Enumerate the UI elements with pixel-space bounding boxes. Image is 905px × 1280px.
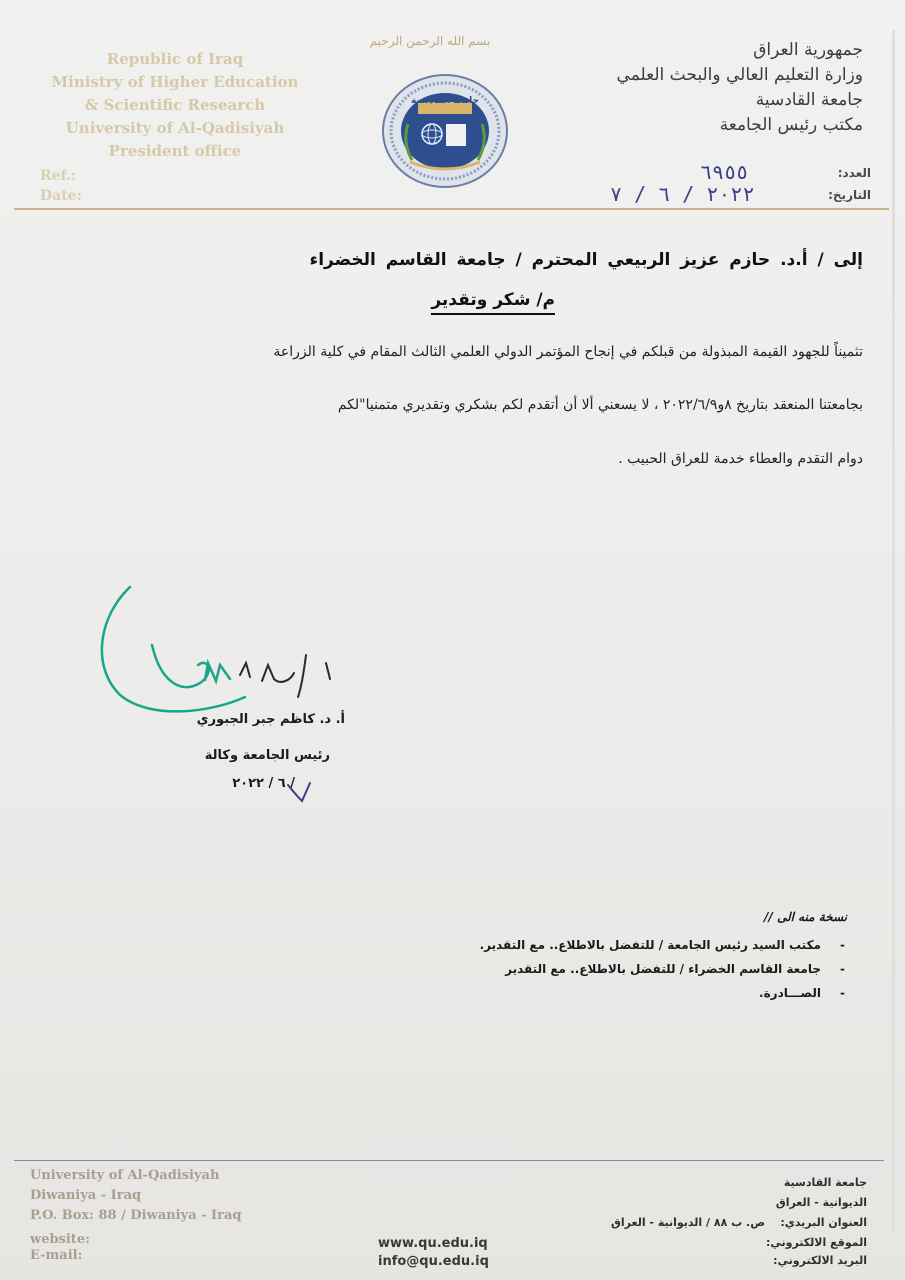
handwritten-seven-mark <box>286 781 312 803</box>
subject-line <box>431 290 555 310</box>
letter-date: ٢٠٢٢ / ٦ / ٧ <box>610 182 755 206</box>
copy-bullet: - <box>840 962 845 976</box>
ref-label: Ref.: <box>40 168 77 184</box>
footer-ar-address: ص. ب ٨٨ / الديوانية - العراق <box>611 1216 765 1229</box>
header-divider <box>14 208 889 210</box>
copy-item: الصـــادرة. <box>759 986 821 1000</box>
footer-city: Diwaniya - Iraq <box>30 1188 142 1203</box>
seal-text: جامعة القادسية <box>410 96 480 106</box>
website-link[interactable]: www.qu.edu.iq <box>378 1236 488 1251</box>
letterhead-line: University of Al-Qadisiyah <box>65 119 285 137</box>
reference-number: ٦٩٥٥ <box>700 160 749 184</box>
copy-item: مكتب السيد رئيس الجامعة / للتفضل بالاطلاع.. مع التقدير. <box>479 938 821 952</box>
date-label: Date: <box>40 188 82 204</box>
footer-ar-name: جامعة القادسية <box>783 1176 867 1189</box>
footer-university-name: University of Al-Qadisiyah <box>30 1168 220 1183</box>
footer-ar-website-label: الموقع الالكتروني: <box>765 1236 867 1249</box>
letterhead-line: مكتب رئيس الجامعة <box>719 115 863 135</box>
signatory-name: أ. د. كاظم جبر الجبوري <box>196 712 345 727</box>
letterhead-line: & Scientific Research <box>84 96 266 114</box>
arabic-letterhead <box>618 38 863 138</box>
recipient-line: إلى / أ.د. حازم عزيز الربيعي المحترم / جامعة القاسم الخضراء <box>309 250 863 270</box>
copy-bullet: - <box>840 938 845 952</box>
letterhead-line: جمهورية العراق <box>753 40 863 60</box>
basmala: بسم الله الرحمن الرحيم <box>369 34 491 48</box>
footer-website-label: website: <box>30 1232 90 1247</box>
signatory-title: رئيس الجامعة وكالة <box>204 748 330 763</box>
letterhead-line: وزارة التعليم العالي والبحث العلمي <box>616 65 863 85</box>
footer-ar-email-label: البريد الالكتروني: <box>773 1254 867 1267</box>
letterhead-line: Ministry of Higher Education <box>51 73 299 91</box>
paragraph-line: بجامعتنا المنعقد بتاريخ ٨و٢٠٢٢/٦/٩ ، لا يسعني ألا أن أتقدم لكم بشكري وتقديري متمنيا"لكم <box>337 397 863 413</box>
letterhead-line: President office <box>108 142 242 160</box>
letterhead-line: Republic of Iraq <box>106 50 244 68</box>
subject-text: م/ شكر وتقدير <box>431 290 555 315</box>
footer-email-label: E-mail: <box>30 1248 83 1263</box>
footer-divider <box>14 1160 884 1161</box>
footer-ar-city: الديوانية - العراق <box>775 1196 867 1209</box>
copy-bullet: - <box>840 986 845 1000</box>
margin-decoration <box>889 30 899 1230</box>
letterhead-line: جامعة القادسية <box>755 90 863 110</box>
university-seal-logo <box>380 72 510 190</box>
date-label-ar: التاريخ: <box>828 188 871 202</box>
paragraph-line: دوام التقدم والعطاء خدمة للعراق الحبيب . <box>618 451 863 467</box>
email-link[interactable]: info@qu.edu.iq <box>378 1254 489 1269</box>
footer-ar-address-label: العنوان البريدي: <box>780 1216 867 1229</box>
number-label: العدد: <box>837 166 871 180</box>
copies-heading: نسخة منه الى // <box>764 910 847 924</box>
paragraph-line: تثميناً للجهود القيمة المبذولة من قبلكم في إنجاح المؤتمر الدولي العلمي الثالث المقام في كلية الزراعة <box>273 344 863 360</box>
footer-po-box: P.O. Box: 88 / Diwaniya - Iraq <box>30 1208 242 1223</box>
copy-item: جامعة القاسم الخضراء / للتفضل بالاطلاع.. مع التقدير <box>505 962 821 976</box>
signature-date: / ٦ / ٢٠٢٢ <box>232 776 295 791</box>
english-letterhead <box>40 48 310 163</box>
